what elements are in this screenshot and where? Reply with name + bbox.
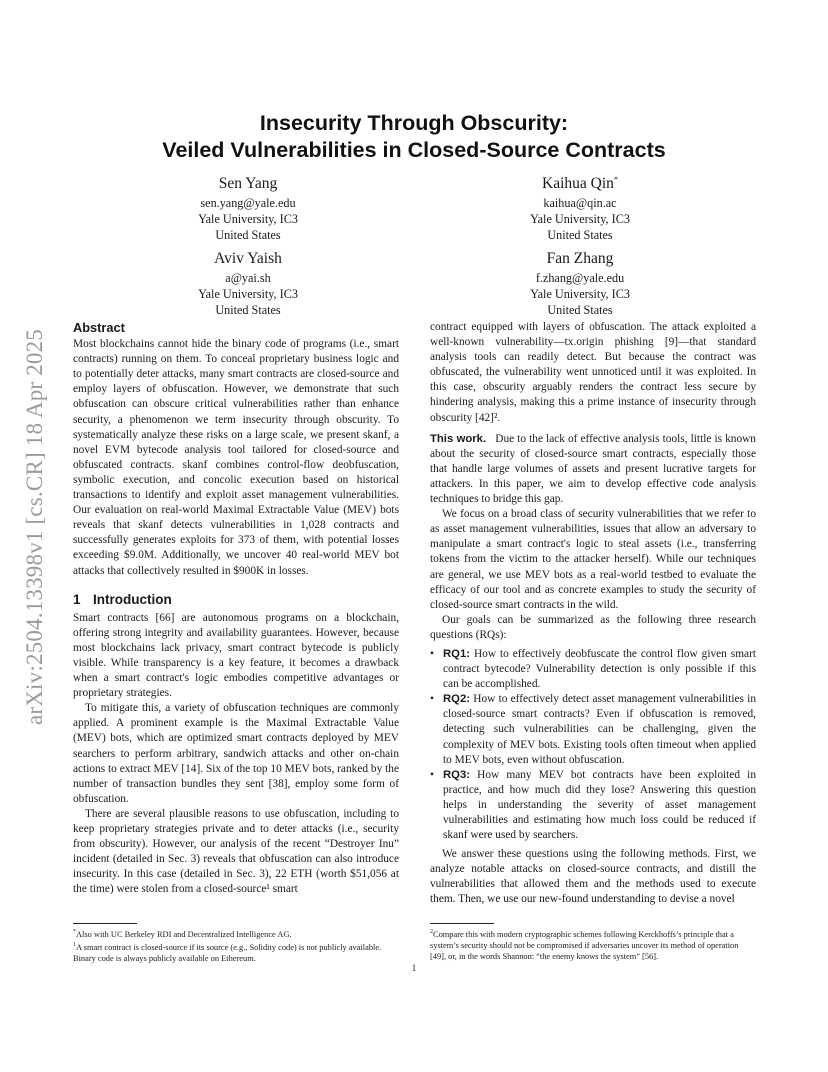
intro-paragraph-3: There are several plausible reasons to use obfuscation, including to keep proprietary strategies private and to deter attacks (i.e., security from obscurity). However, our analysis of the recent “Destroyer Inu” incident (detailed in Sec. 3) reveals that obfuscation can also introduce insecurity. In this case (detailed in Sec. 3), 22 ETH (worth $51,056 at the time) were stolen from a closed-source¹ smart xyxy=(73,807,399,896)
author-name: Sen Yang xyxy=(218,175,278,193)
author-email[interactable]: kaihua@qin.ac xyxy=(543,196,617,211)
author-email[interactable]: a@yai.sh xyxy=(225,271,271,286)
abstract-text: Most blockchains cannot hide the binary code of programs (i.e., smart contracts) running on them. To conceal proprietary business logic and to potentially deter attacks, many smart contracts are closed-source and employ layers of obfuscation. However, we demonstrate that such obfuscation can obscure critical vulnerabilities rather than enhance security, a phenomenon we term insecurity through obscurity. To systematically analyze these risks on a large scale, we present skanf, a novel EVM bytecode analysis tool tailored for closed-source and obfuscated contracts. skanf combines control-flow deobfuscation, symbolic execution, and concolic execution based on historical transactions to identify and exploit asset management vulnerabilities. Our evaluation on real-world Maximal Extractable Value (MEV) bots reveals that skanf detects vulnerabilities in 1,028 contracts and successfully generates exploits for 373 of them, with potential losses exceeding $9.0M. Additionally, we uncover 40 real-world MEV bot attacks that collectively resulted in $900K in losses. xyxy=(73,338,399,577)
author-name: Kaihua Qin* xyxy=(542,175,618,193)
author-affiliation: Yale University, IC3 xyxy=(198,287,298,302)
author-email[interactable]: sen.yang@yale.edu xyxy=(200,196,296,211)
list-item-rq2: • RQ2: How to effectively detect asset management vulnerabilities in closed-source smart contracts? Even if obfuscation is removed, detecting such vulnerabilities can be challenging, given the complexity of MEV bots. Existing tools often timeout when applied to MEV bots, even without obfuscation. xyxy=(430,692,756,767)
intro-paragraph-1: Smart contracts [66] are autonomous programs on a blockchain, offering strong integrity and availability guarantees. However, because most blockchains lack privacy, smart contract bytecode is publicly visible. While transparency is a key feature, it becomes a drawback when a smart contract's logic embodies competitive advantages or proprietary strategies. xyxy=(73,611,399,700)
author-country: United States xyxy=(547,228,613,243)
research-questions-list xyxy=(430,647,756,843)
paper-title-line-1: Insecurity Through Obscurity: xyxy=(259,111,569,135)
author-block-fan-zhang xyxy=(460,246,700,318)
this-work-paragraph: This work. Due to the lack of effective analysis tools, little is known about the security of closed-source smart contracts, especially those that handle large volumes of assets and present lucrative targets for attackers. In this paper, we aim to develop effective code analysis techniques to bridge this gap. xyxy=(430,432,756,506)
focus-paragraph: We focus on a broad class of security vulnerabilities that we refer to as asset management vulnerabilities, issues that allow an adversary to manipulate a smart contract's logic to steal assets (i.e., transferring tokens from the victim to the attacker herself). While our techniques are general, we use MEV bots as a real-world testbed to evaluate the efficacy of our tool and as concrete examples to study the security of closed-source smart contracts in the wild. xyxy=(430,508,756,611)
footnote-rule-left xyxy=(73,923,137,924)
author-block-kaihua-qin xyxy=(460,171,700,243)
footnotes-left xyxy=(73,927,399,964)
footnote-affiliation: *Also with UC Berkeley RDI and Decentralized Intelligence AG. xyxy=(73,929,292,939)
author-name: Aviv Yaish xyxy=(214,250,282,268)
page-number: 1 xyxy=(411,963,417,973)
author-country: United States xyxy=(547,303,613,318)
author-affiliation: Yale University, IC3 xyxy=(530,287,630,302)
obfuscation-continuation: contract equipped with layers of obfuscation. The attack exploited a well-known vulnerability—tx.origin phishing [9]—that standard analysis tools can readily detect. But because the contract was obfuscated, the vulnerability went unnoticed until it was exploited. In this case, obscurity arguably renders the contract less secure by hindering analysis, making this a prime instance of insecurity through obscurity [42]². xyxy=(430,321,756,424)
author-block-aviv-yaish xyxy=(128,246,368,318)
author-affiliation: Yale University, IC3 xyxy=(530,212,630,227)
section-heading-introduction: 1 Introduction xyxy=(73,591,172,607)
intro-paragraph-2: To mitigate this, a variety of obfuscation techniques are commonly applied. A prominent example is the Maximal Extractable Value (MEV) bots, which are optimized smart contracts deployed by MEV searchers to perform arbitrary, sandwich attacks and other on-chain actions to extract MEV [14]. Six of the top 10 MEV bots, ranked by the number of transaction bundles they sent [38], employ some form of obfuscation. xyxy=(73,702,399,805)
right-column xyxy=(430,320,756,908)
author-country: United States xyxy=(215,228,281,243)
left-column xyxy=(73,320,399,897)
author-name: Fan Zhang xyxy=(546,250,614,268)
list-item-rq1: • RQ1: How to effectively deobfuscate the control flow given smart contract bytecode? Vulnerability detection is only possible if this can be accomplished. xyxy=(430,647,756,692)
arxiv-identifier[interactable]: arXiv:2504.13398v1 [cs.CR] 18 Apr 2025 xyxy=(22,328,47,726)
author-email[interactable]: f.zhang@yale.edu xyxy=(535,271,625,286)
footnote-1: $^1$A smart contract is closed-source if its source (e.g., Solidity code) is not publicly available. Binary code is always publicly available on Ethereum. xyxy=(73,941,382,963)
footnote-rule-right xyxy=(430,923,494,924)
paper-title-line-2: Veiled Vulnerabilities in Closed-Source Contracts xyxy=(162,138,666,162)
list-item-rq3: • RQ3: How many MEV bot contracts have been exploited in practice, and how much did they lose? Answering this question helps in understanding the severity of asset management vulnerabilities and estimating how much loss could be reduced if skanf were used by searchers. xyxy=(430,768,756,843)
goals-paragraph: Our goals can be summarized as the following three research questions (RQs): xyxy=(430,613,756,641)
author-block-sen-yang xyxy=(128,171,368,243)
this-work-label: This work. xyxy=(430,432,487,445)
abstract-heading: Abstract xyxy=(73,320,125,335)
footnote-2: $^2$Compare this with modern cryptographic schemes following Kerckhoffs’s principle that a system’s security should not be compromised if adversaries uncover its method of operation [49], or, in the words Shannon: “the enemy knows the system” [56]. xyxy=(430,929,739,961)
answer-paragraph: We answer these questions using the following methods. First, we analyze notable attacks on closed-source contracts, and distill the vulnerabilities that allowed them and the methods used to execute them. Then, we use our new-found understanding to devise a novel xyxy=(430,848,756,906)
author-affiliation: Yale University, IC3 xyxy=(198,212,298,227)
author-country: United States xyxy=(215,303,281,318)
